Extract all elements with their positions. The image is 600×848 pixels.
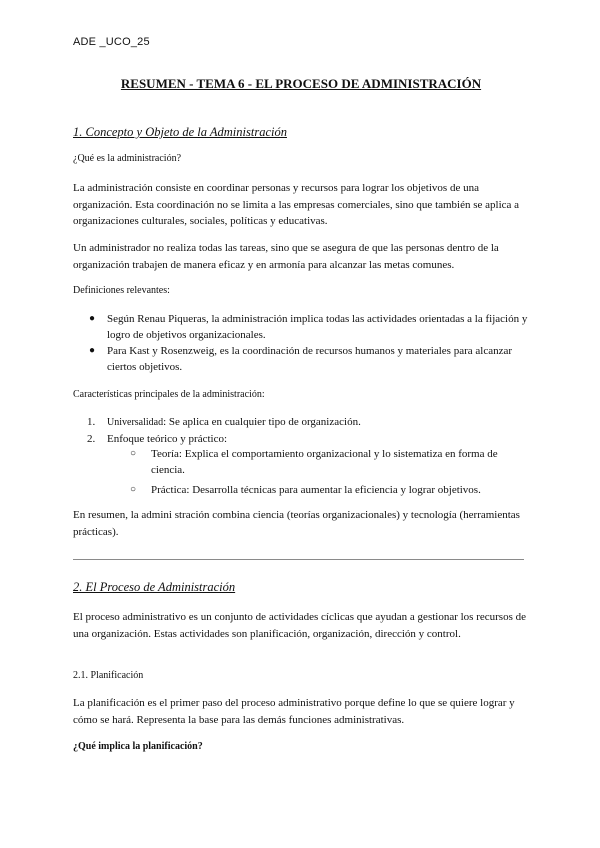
features-list <box>73 414 529 447</box>
definitions-label: Definiciones relevantes: <box>73 285 170 296</box>
definition-text: Para Kast y Rosenzweig, es la coordinación de recursos humanos y materiales para alcanzar ciertos objetivos. <box>107 345 513 373</box>
features-label: Características principales de la administración: <box>73 389 265 400</box>
feature-name: Universalidad <box>107 417 164 428</box>
subfeature-text: Práctica: Desarrolla técnicas para aumentar la eficiencia y lograr objetivos. <box>151 484 481 496</box>
list-number: 1. <box>87 416 96 428</box>
planning-question: ¿Qué implica la planificación? <box>73 741 203 752</box>
bullet-icon: ● <box>89 313 96 324</box>
definition-text: Según Renau Piqueras, la administración implica todas las actividades orientadas a la fijación y logro de objetivos organizacionales. <box>107 313 528 341</box>
section-1-paragraph-1: La administración consiste en coordinar personas y recursos para lograr los objetivos de una organización. Esta coordinación no se limita a las empresas comerciales, sino que también se aplica a organizaciones culturales, sociales, políticas y educativas. <box>73 182 520 227</box>
section-1-heading: 1. Concepto y Objeto de la Administración <box>73 125 287 139</box>
feature-text: : Se aplica en cualquier tipo de organización. <box>163 416 361 428</box>
circle-bullet-icon: ○ <box>130 484 137 495</box>
section-1-question: ¿Qué es la administración? <box>73 153 182 164</box>
definitions-list <box>73 311 529 375</box>
section-divider <box>73 559 524 560</box>
section-1-summary: En resumen, la admini stración combina ciencia (teorías organizacionales) y tecnología (herramientas prácticas). <box>73 509 520 538</box>
section-1-paragraph-2: Un administrador no realiza todas las tareas, sino que se asegura de que las personas dentro de la organización trabajen de manera eficaz y en armonía para alcanzar las metas comunes. <box>73 242 499 271</box>
list-item <box>73 311 529 343</box>
section-2-paragraph-1: El proceso administrativo es un conjunto de actividades cíclicas que ayudan a gestionar los recursos de una organización. Estas actividades son planificación, organización, dirección y control. <box>73 611 526 640</box>
list-item <box>73 482 529 498</box>
circle-bullet-icon: ○ <box>130 448 137 459</box>
list-item <box>73 414 529 431</box>
list-number: 2. <box>87 433 96 445</box>
section-2-paragraph-2: La planificación es el primer paso del proceso administrativo porque define lo que se quiere lograr y cómo se hará. Representa la base para las demás funciones administrativas. <box>73 697 515 726</box>
bullet-icon: ● <box>89 345 96 356</box>
subfeatures-list <box>73 446 529 498</box>
list-item <box>73 446 529 478</box>
subfeature-text: Teoría: Explica el comportamiento organizacional y lo sistematiza en forma de ciencia. <box>151 448 498 476</box>
page-title: RESUMEN - TEMA 6 - EL PROCESO DE ADMINISTRACIÓN <box>120 76 482 91</box>
document-code: ADE _UCO_25 <box>73 36 150 48</box>
feature-name: Enfoque teórico y práctico: <box>107 433 228 445</box>
section-2-heading: 2. El Proceso de Administración <box>73 580 236 594</box>
planning-heading: 2.1. Planificación <box>73 670 144 681</box>
list-item <box>73 431 529 447</box>
list-item <box>73 343 529 375</box>
